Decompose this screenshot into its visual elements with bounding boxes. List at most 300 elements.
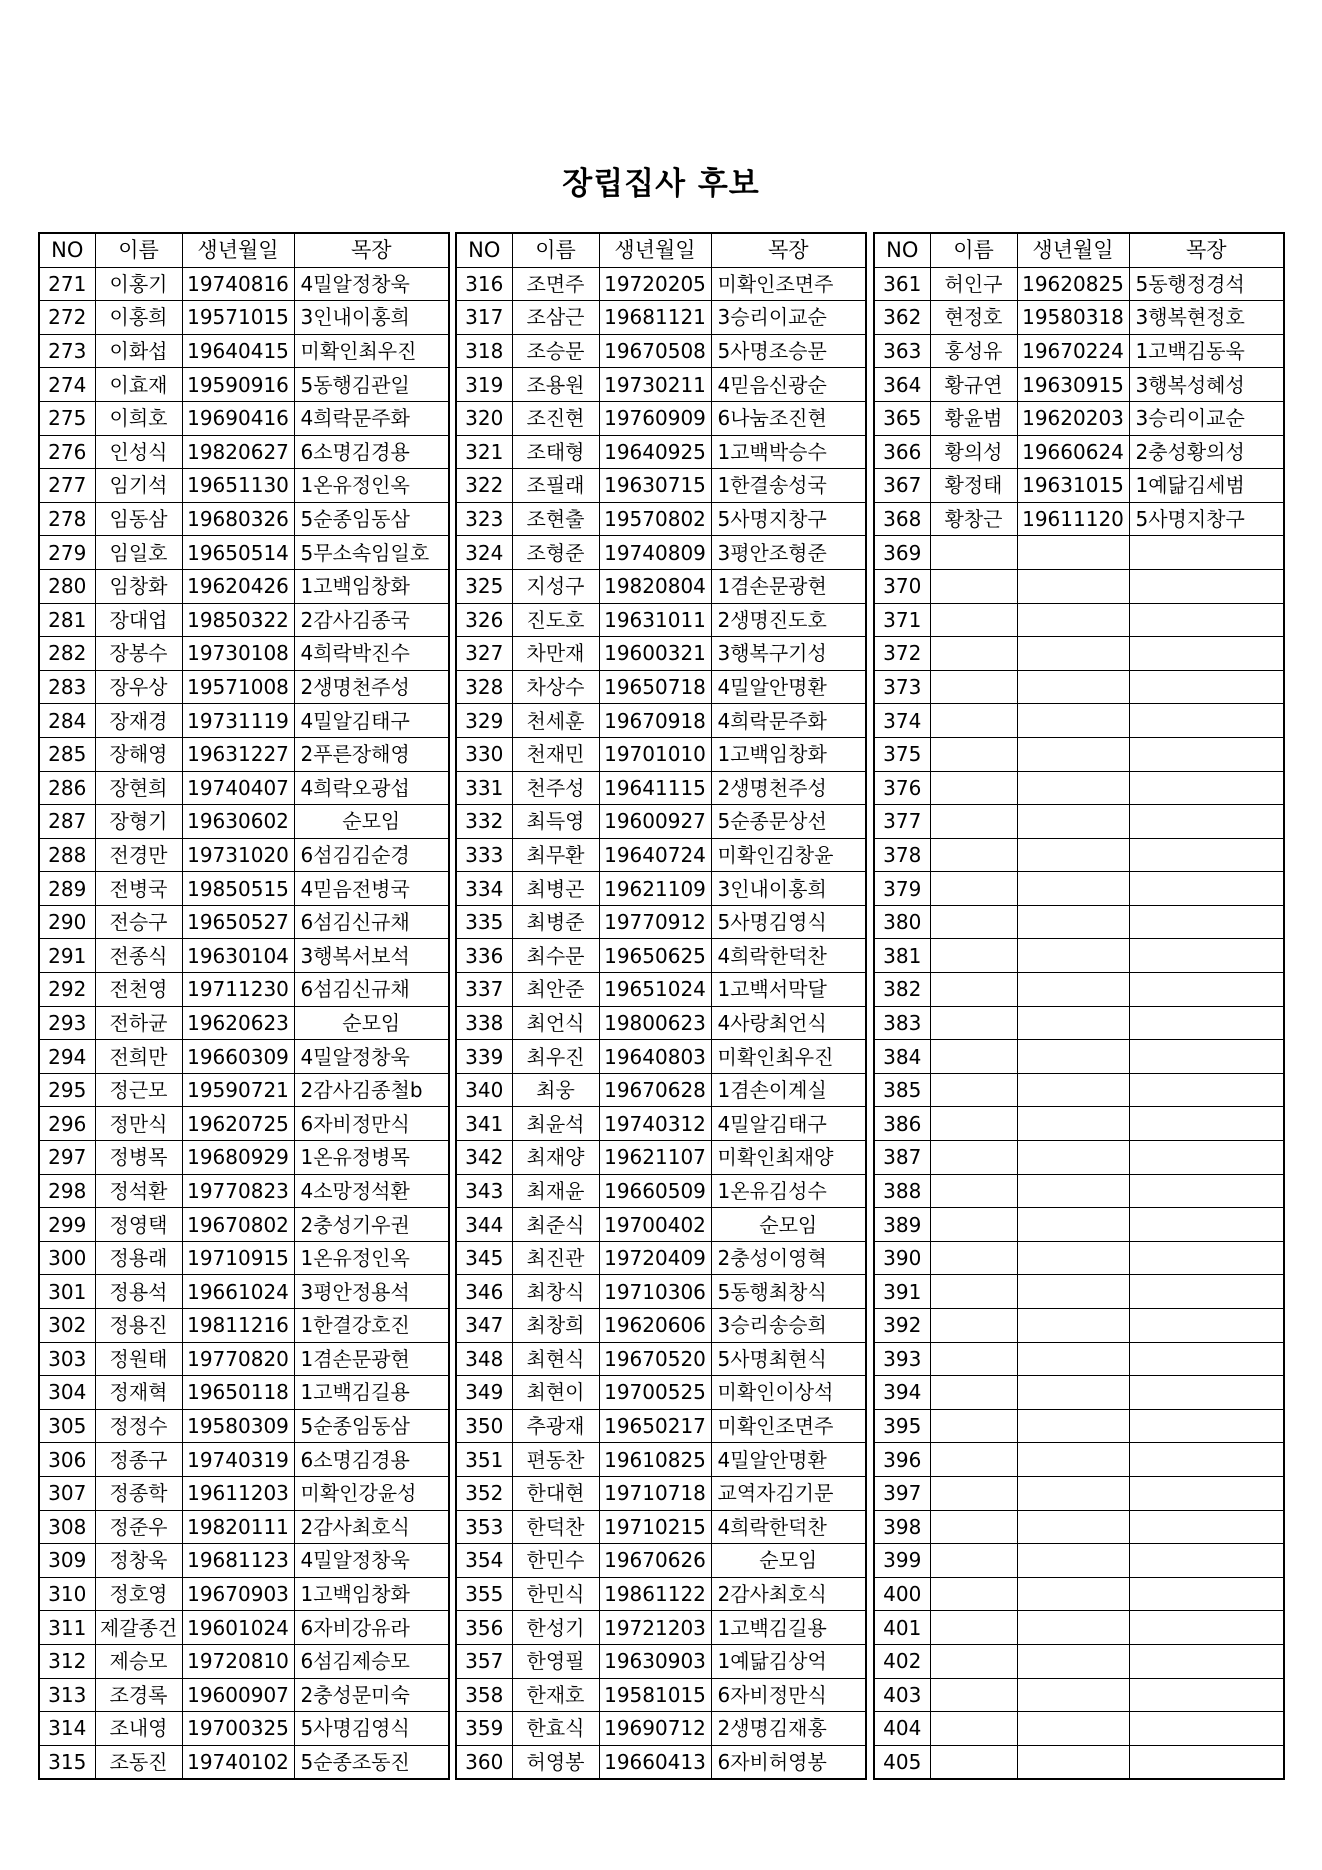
birthdate-cell: 19611203 [182,1476,294,1510]
no-cell: 274 [39,368,95,402]
table-row [39,1712,449,1746]
name-cell [930,1577,1017,1611]
header-row [456,233,866,267]
table-row [456,973,866,1007]
name-cell: 최우진 [512,1040,599,1074]
cell-group-cell: 5순종조동진 [294,1745,449,1779]
table-row [39,805,449,839]
birthdate-cell: 19641115 [599,771,711,805]
no-cell: 316 [456,267,512,301]
table-row [39,1476,449,1510]
name-cell [930,670,1017,704]
cell-group-cell: 5동행최창식 [711,1275,866,1309]
name-cell: 장봉수 [95,637,182,671]
table-row [874,973,1284,1007]
table-row [456,1409,866,1443]
birthdate-cell: 19620825 [1017,267,1129,301]
no-cell: 368 [874,502,930,536]
table-row [39,670,449,704]
name-cell: 정호영 [95,1577,182,1611]
name-cell: 임동삼 [95,502,182,536]
no-cell: 375 [874,737,930,771]
no-cell: 288 [39,838,95,872]
name-cell: 최수문 [512,939,599,973]
birthdate-cell [1017,1040,1129,1074]
no-cell: 301 [39,1275,95,1309]
no-cell: 333 [456,838,512,872]
birthdate-cell [1017,1678,1129,1712]
table-row [39,1577,449,1611]
birthdate-cell: 19650514 [182,536,294,570]
birthdate-cell: 19670918 [599,704,711,738]
name-cell [930,1107,1017,1141]
table-row [39,435,449,469]
name-cell: 최병준 [512,905,599,939]
name-cell: 한덕찬 [512,1510,599,1544]
cell-group-cell: 6소명김경용 [294,435,449,469]
name-cell [930,1309,1017,1343]
table-row [39,771,449,805]
no-cell: 283 [39,670,95,704]
birthdate-cell: 19740102 [182,1745,294,1779]
table-row [39,368,449,402]
no-cell: 287 [39,805,95,839]
birthdate-cell [1017,1409,1129,1443]
name-cell: 전천영 [95,973,182,1007]
cell-group-cell: 5사명지창구 [711,502,866,536]
name-cell: 지성구 [512,569,599,603]
cell-group-cell: 1고백서막달 [711,973,866,1007]
cell-group-cell: 4밀알안명환 [711,1443,866,1477]
birthdate-cell [1017,1342,1129,1376]
table-row [874,771,1284,805]
birthdate-cell: 19590916 [182,368,294,402]
cell-group-cell: 1고백임창화 [711,737,866,771]
birthdate-cell [1017,1141,1129,1175]
birthdate-cell: 19660309 [182,1040,294,1074]
birthdate-cell [1017,637,1129,671]
name-cell: 정원태 [95,1342,182,1376]
cell-group-cell [1129,737,1284,771]
no-cell: 293 [39,1006,95,1040]
birthdate-cell [1017,603,1129,637]
no-cell: 404 [874,1712,930,1746]
table-row [39,1644,449,1678]
birthdate-cell: 19651024 [599,973,711,1007]
name-cell: 정영택 [95,1208,182,1242]
birthdate-cell: 19720205 [599,267,711,301]
cell-group-cell [1129,1208,1284,1242]
cell-group-cell: 6나눔조진현 [711,401,866,435]
name-cell [930,737,1017,771]
name-cell: 한민식 [512,1577,599,1611]
name-cell: 정용래 [95,1241,182,1275]
column-header-name: 이름 [95,233,182,267]
no-cell: 397 [874,1476,930,1510]
cell-group-cell: 순모임 [294,1006,449,1040]
table-row [456,1745,866,1779]
table-row [874,603,1284,637]
name-cell [930,838,1017,872]
table-row [874,301,1284,335]
column-header-cell-group: 목장 [294,233,449,267]
cell-group-cell [1129,1476,1284,1510]
table-row [456,469,866,503]
no-cell: 286 [39,771,95,805]
cell-group-cell: 6소명김경용 [294,1443,449,1477]
name-cell: 정종학 [95,1476,182,1510]
birthdate-cell: 19650625 [599,939,711,973]
table-row [456,1174,866,1208]
birthdate-cell: 19731119 [182,704,294,738]
cell-group-cell: 4밀알정창욱 [294,1040,449,1074]
cell-group-cell: 미확인최우진 [294,334,449,368]
birthdate-cell: 19720409 [599,1241,711,1275]
name-cell: 허영봉 [512,1745,599,1779]
no-cell: 312 [39,1644,95,1678]
name-cell [930,1073,1017,1107]
birthdate-cell: 19820111 [182,1510,294,1544]
table-row [39,872,449,906]
name-cell: 정용진 [95,1309,182,1343]
table-row [39,1040,449,1074]
cell-group-cell: 1겸손문광현 [711,569,866,603]
cell-group-cell: 3평안조형준 [711,536,866,570]
cell-group-cell: 1한결송성국 [711,469,866,503]
birthdate-cell: 19701010 [599,737,711,771]
no-cell: 335 [456,905,512,939]
cell-group-cell [1129,1678,1284,1712]
no-cell: 345 [456,1241,512,1275]
no-cell: 401 [874,1611,930,1645]
no-cell: 351 [456,1443,512,1477]
birthdate-cell: 19611120 [1017,502,1129,536]
name-cell: 장형기 [95,805,182,839]
name-cell: 최창희 [512,1309,599,1343]
name-cell [930,1174,1017,1208]
no-cell: 383 [874,1006,930,1040]
cell-group-cell: 4희락문주화 [294,401,449,435]
birthdate-cell: 19760909 [599,401,711,435]
name-cell: 한효식 [512,1712,599,1746]
no-cell: 294 [39,1040,95,1074]
birthdate-cell: 19731020 [182,838,294,872]
name-cell [930,1544,1017,1578]
birthdate-cell: 19571015 [182,301,294,335]
name-cell [930,1040,1017,1074]
birthdate-cell [1017,1208,1129,1242]
table-row [874,670,1284,704]
no-cell: 321 [456,435,512,469]
table-row [456,1040,866,1074]
table-row [874,1342,1284,1376]
birthdate-cell: 19630104 [182,939,294,973]
birthdate-cell [1017,1712,1129,1746]
birthdate-cell: 19710915 [182,1241,294,1275]
name-cell: 조진현 [512,401,599,435]
no-cell: 347 [456,1309,512,1343]
name-cell: 최윤석 [512,1107,599,1141]
no-cell: 361 [874,267,930,301]
birthdate-cell: 19620426 [182,569,294,603]
cell-group-cell [1129,872,1284,906]
name-cell [930,1443,1017,1477]
table-row [874,569,1284,603]
table-row [456,1006,866,1040]
cell-group-cell: 4희락오광섭 [294,771,449,805]
table-row [874,1006,1284,1040]
name-cell: 정석환 [95,1174,182,1208]
name-cell: 최재양 [512,1141,599,1175]
no-cell: 296 [39,1107,95,1141]
no-cell: 310 [39,1577,95,1611]
birthdate-cell: 19581015 [599,1678,711,1712]
name-cell: 이홍희 [95,301,182,335]
candidate-table-1 [38,232,450,1780]
cell-group-cell: 1고백임창화 [294,569,449,603]
cell-group-cell [1129,603,1284,637]
name-cell [930,603,1017,637]
birthdate-cell: 19650217 [599,1409,711,1443]
table-row [874,334,1284,368]
name-cell [930,805,1017,839]
table-row [456,1141,866,1175]
name-cell: 인성식 [95,435,182,469]
birthdate-cell: 19660413 [599,1745,711,1779]
name-cell [930,1241,1017,1275]
table-row [39,637,449,671]
no-cell: 400 [874,1577,930,1611]
no-cell: 369 [874,536,930,570]
name-cell [930,1342,1017,1376]
table-row [874,1644,1284,1678]
no-cell: 344 [456,1208,512,1242]
cell-group-cell: 1온유정병목 [294,1141,449,1175]
name-cell [930,704,1017,738]
cell-group-cell [1129,637,1284,671]
cell-group-cell [1129,569,1284,603]
no-cell: 357 [456,1644,512,1678]
birthdate-cell [1017,771,1129,805]
name-cell: 조내영 [95,1712,182,1746]
birthdate-cell [1017,569,1129,603]
table-row [874,1073,1284,1107]
birthdate-cell: 19600927 [599,805,711,839]
no-cell: 295 [39,1073,95,1107]
header-row [39,233,449,267]
name-cell [930,1376,1017,1410]
cell-group-cell: 5동행김관일 [294,368,449,402]
no-cell: 366 [874,435,930,469]
no-cell: 302 [39,1309,95,1343]
table-row [456,1678,866,1712]
no-cell: 328 [456,670,512,704]
birthdate-cell: 19570802 [599,502,711,536]
birthdate-cell: 19670626 [599,1544,711,1578]
birthdate-cell: 19620203 [1017,401,1129,435]
cell-group-cell: 3승리이교순 [711,301,866,335]
table-row [39,1309,449,1343]
cell-group-cell [1129,939,1284,973]
cell-group-cell: 미확인조면주 [711,1409,866,1443]
no-cell: 371 [874,603,930,637]
table-row [456,1208,866,1242]
name-cell: 임창화 [95,569,182,603]
table-row [39,1241,449,1275]
name-cell [930,905,1017,939]
cell-group-cell [1129,536,1284,570]
table-row [456,502,866,536]
cell-group-cell: 6섬김김순경 [294,838,449,872]
name-cell: 최득영 [512,805,599,839]
birthdate-cell: 19630602 [182,805,294,839]
table-row [456,805,866,839]
table-row [874,1510,1284,1544]
name-cell: 정병목 [95,1141,182,1175]
birthdate-cell: 19650118 [182,1376,294,1410]
birthdate-cell: 19800623 [599,1006,711,1040]
no-cell: 343 [456,1174,512,1208]
birthdate-cell: 19580309 [182,1409,294,1443]
name-cell: 조태형 [512,435,599,469]
no-cell: 388 [874,1174,930,1208]
cell-group-cell [1129,1107,1284,1141]
cell-group-cell [1129,1040,1284,1074]
birthdate-cell: 19680929 [182,1141,294,1175]
table-row [874,1141,1284,1175]
cell-group-cell: 3행복서보석 [294,939,449,973]
table-row [39,301,449,335]
table-row [39,536,449,570]
birthdate-cell: 19660624 [1017,435,1129,469]
birthdate-cell [1017,973,1129,1007]
birthdate-cell: 19730108 [182,637,294,671]
birthdate-cell [1017,1745,1129,1779]
cell-group-cell: 2충성이영혁 [711,1241,866,1275]
table-row [874,1376,1284,1410]
birthdate-cell: 19630903 [599,1644,711,1678]
cell-group-cell: 4희락한덕찬 [711,1510,866,1544]
name-cell [930,1409,1017,1443]
name-cell: 정용석 [95,1275,182,1309]
table-row [39,1006,449,1040]
cell-group-cell: 5사명최현식 [711,1342,866,1376]
cell-group-cell: 4밀알안명환 [711,670,866,704]
no-cell: 306 [39,1443,95,1477]
cell-group-cell [1129,1611,1284,1645]
cell-group-cell [1129,1141,1284,1175]
table-row [456,1712,866,1746]
table-row [456,401,866,435]
name-cell: 제갈종건 [95,1611,182,1645]
birthdate-cell [1017,838,1129,872]
birthdate-cell: 19710718 [599,1476,711,1510]
name-cell: 현정호 [930,301,1017,335]
table-row [874,1476,1284,1510]
no-cell: 386 [874,1107,930,1141]
cell-group-cell: 미확인김창윤 [711,838,866,872]
birthdate-cell: 19770820 [182,1342,294,1376]
name-cell: 전종식 [95,939,182,973]
name-cell: 조필래 [512,469,599,503]
table-row [39,401,449,435]
no-cell: 374 [874,704,930,738]
name-cell: 정준우 [95,1510,182,1544]
no-cell: 340 [456,1073,512,1107]
birthdate-cell [1017,1309,1129,1343]
no-cell: 285 [39,737,95,771]
table-row [39,1107,449,1141]
cell-group-cell [1129,1577,1284,1611]
cell-group-cell: 6자비정만식 [711,1678,866,1712]
birthdate-cell: 19740816 [182,267,294,301]
cell-group-cell [1129,1644,1284,1678]
no-cell: 303 [39,1342,95,1376]
name-cell [930,1510,1017,1544]
table-row [874,435,1284,469]
cell-group-cell: 4믿음전병국 [294,872,449,906]
birthdate-cell: 19740319 [182,1443,294,1477]
table-row [874,469,1284,503]
no-cell: 395 [874,1409,930,1443]
table-row [39,1141,449,1175]
table-row [874,1107,1284,1141]
table-row [39,1544,449,1578]
birthdate-cell: 19650527 [182,905,294,939]
cell-group-cell [1129,670,1284,704]
name-cell: 정창욱 [95,1544,182,1578]
birthdate-cell: 19670628 [599,1073,711,1107]
no-cell: 280 [39,569,95,603]
no-cell: 289 [39,872,95,906]
name-cell [930,1644,1017,1678]
birthdate-cell [1017,670,1129,704]
name-cell: 정만식 [95,1107,182,1141]
birthdate-cell [1017,872,1129,906]
birthdate-cell [1017,1073,1129,1107]
cell-group-cell: 3승리이교순 [1129,401,1284,435]
name-cell [930,973,1017,1007]
name-cell: 홍성유 [930,334,1017,368]
cell-group-cell [1129,1241,1284,1275]
table-row [39,838,449,872]
no-cell: 358 [456,1678,512,1712]
name-cell: 최창식 [512,1275,599,1309]
no-cell: 379 [874,872,930,906]
table-row [874,939,1284,973]
no-cell: 324 [456,536,512,570]
no-cell: 278 [39,502,95,536]
no-cell: 290 [39,905,95,939]
birthdate-cell [1017,1611,1129,1645]
column-header-birthdate: 생년월일 [599,233,711,267]
cell-group-cell [1129,1006,1284,1040]
no-cell: 365 [874,401,930,435]
cell-group-cell: 4밀알정창욱 [294,1544,449,1578]
name-cell: 장재경 [95,704,182,738]
birthdate-cell: 19670508 [599,334,711,368]
no-cell: 320 [456,401,512,435]
name-cell: 최진관 [512,1241,599,1275]
no-cell: 330 [456,737,512,771]
birthdate-cell: 19660509 [599,1174,711,1208]
table-row [456,771,866,805]
birthdate-cell: 19681123 [182,1544,294,1578]
birthdate-cell: 19720810 [182,1644,294,1678]
cell-group-cell: 5순종문상선 [711,805,866,839]
cell-group-cell [1129,1745,1284,1779]
birthdate-cell: 19670802 [182,1208,294,1242]
